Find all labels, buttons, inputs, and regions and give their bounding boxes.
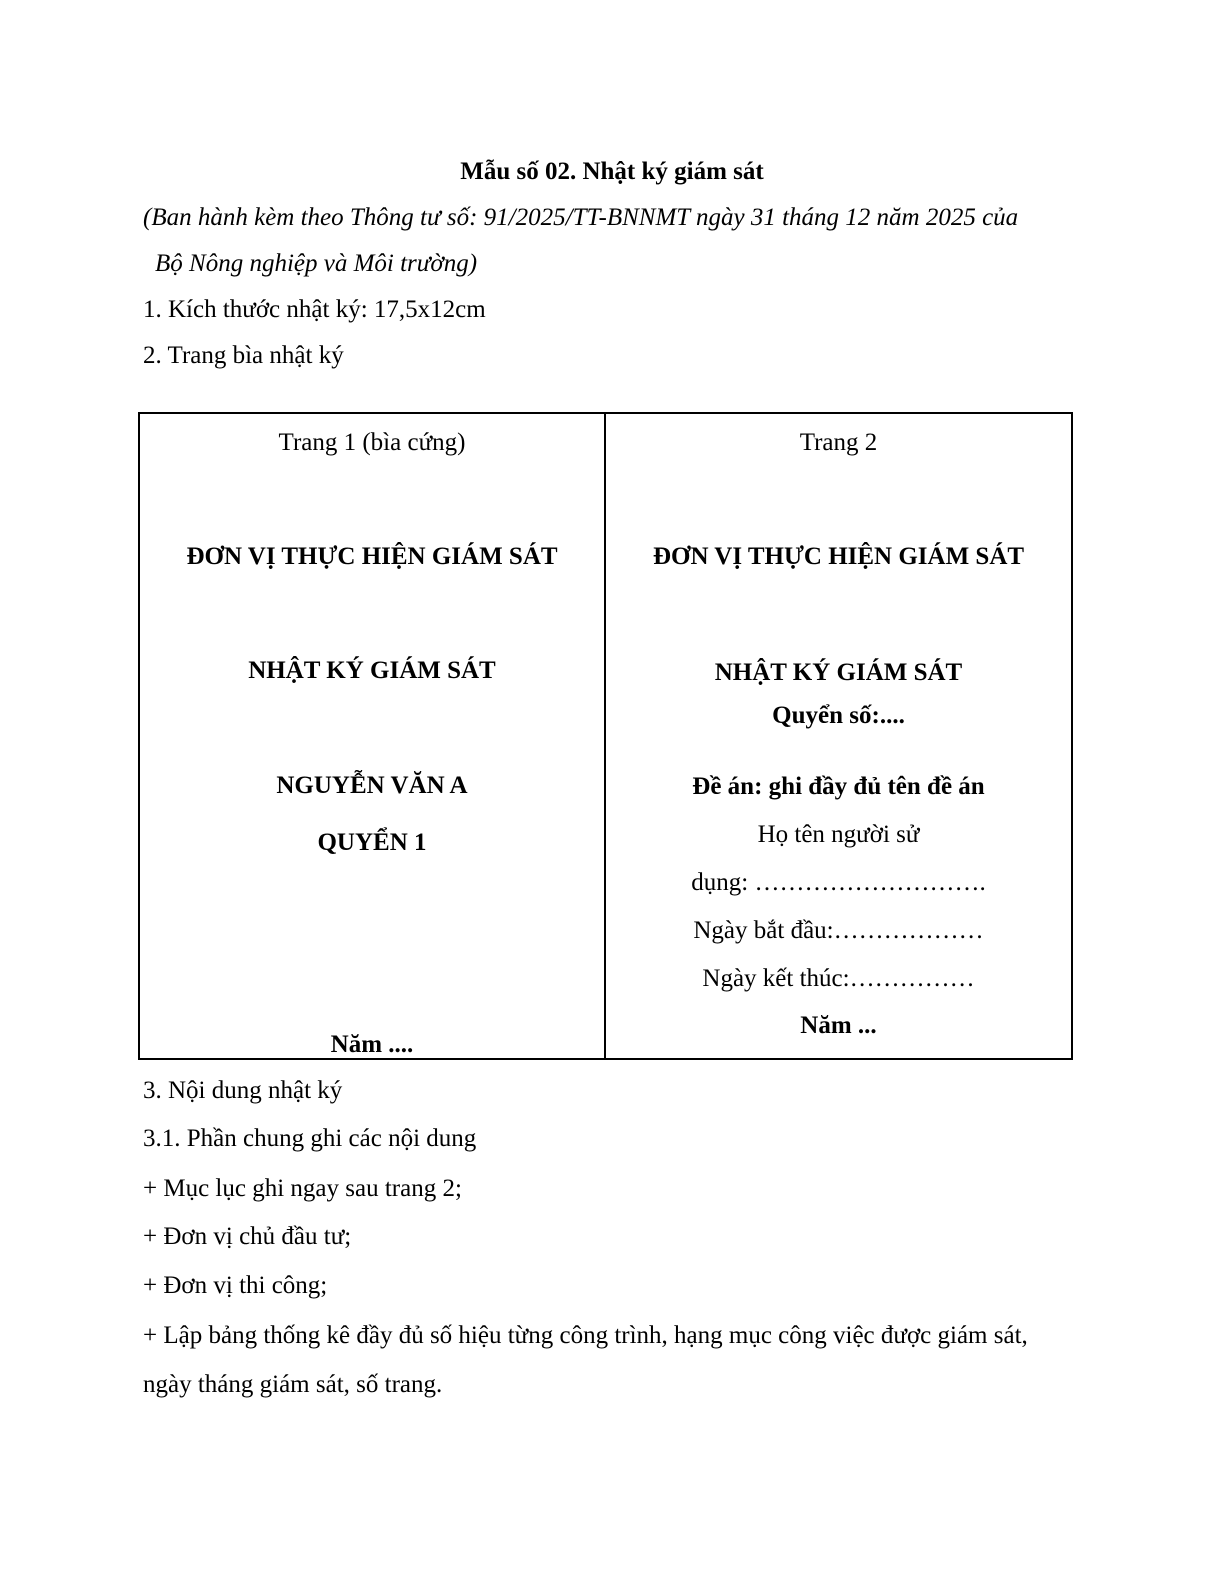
page2-header: Trang 2 xyxy=(799,429,878,456)
section-3-1-heading: 3.1. Phần chung ghi các nội dung xyxy=(143,1125,477,1152)
page2-volume: Quyển số:.... xyxy=(772,702,905,729)
page2-end-date: Ngày kết thúc:…………… xyxy=(702,965,975,992)
page-title: Mẫu số 02. Nhật ký giám sát xyxy=(460,158,764,185)
page2-unit: ĐƠN VỊ THỰC HIỆN GIÁM SÁT xyxy=(652,543,1025,570)
page1-year: Năm .... xyxy=(330,1031,414,1058)
subtitle-line-2: Bộ Nông nghiệp và Môi trường) xyxy=(155,250,478,277)
page1-volume: QUYỂN 1 xyxy=(317,829,427,856)
cover-table-divider xyxy=(604,412,606,1060)
page2-user-line-2: dụng: ………………………. xyxy=(691,869,986,896)
page2-diary: NHẬT KÝ GIÁM SÁT xyxy=(714,659,963,686)
bullet-item: + Mục lục ghi ngay sau trang 2; xyxy=(143,1175,462,1202)
page2-start-date: Ngày bắt đầu:……………… xyxy=(693,917,984,944)
item-size: 1. Kích thước nhật ký: 17,5x12cm xyxy=(143,296,486,323)
bullet-item: + Lập bảng thống kê đầy đủ số hiệu từng công trình, hạng mục công việc được giám sát, xyxy=(143,1322,1028,1349)
bullet-continuation: ngày tháng giám sát, số trang. xyxy=(143,1371,443,1398)
page1-diary: NHẬT KÝ GIÁM SÁT xyxy=(248,657,496,684)
page2-user-line-1: Họ tên người sử xyxy=(757,821,920,848)
page2-year: Năm ... xyxy=(800,1012,877,1039)
page1-name: NGUYỄN VĂN A xyxy=(276,772,468,799)
page2-project: Đề án: ghi đầy đủ tên đề án xyxy=(692,773,985,800)
page1-unit: ĐƠN VỊ THỰC HIỆN GIÁM SÁT xyxy=(186,543,558,570)
subtitle-line-1: (Ban hành kèm theo Thông tư số: 91/2025/TT-BNNMT ngày 31 tháng 12 năm 2025 của xyxy=(143,204,1019,231)
bullet-item: + Đơn vị thi công; xyxy=(143,1272,328,1299)
section-3-heading: 3. Nội dung nhật ký xyxy=(143,1077,343,1104)
bullet-item: + Đơn vị chủ đầu tư; xyxy=(143,1223,352,1250)
item-cover: 2. Trang bìa nhật ký xyxy=(143,342,344,369)
page1-header: Trang 1 (bìa cứng) xyxy=(278,429,466,456)
